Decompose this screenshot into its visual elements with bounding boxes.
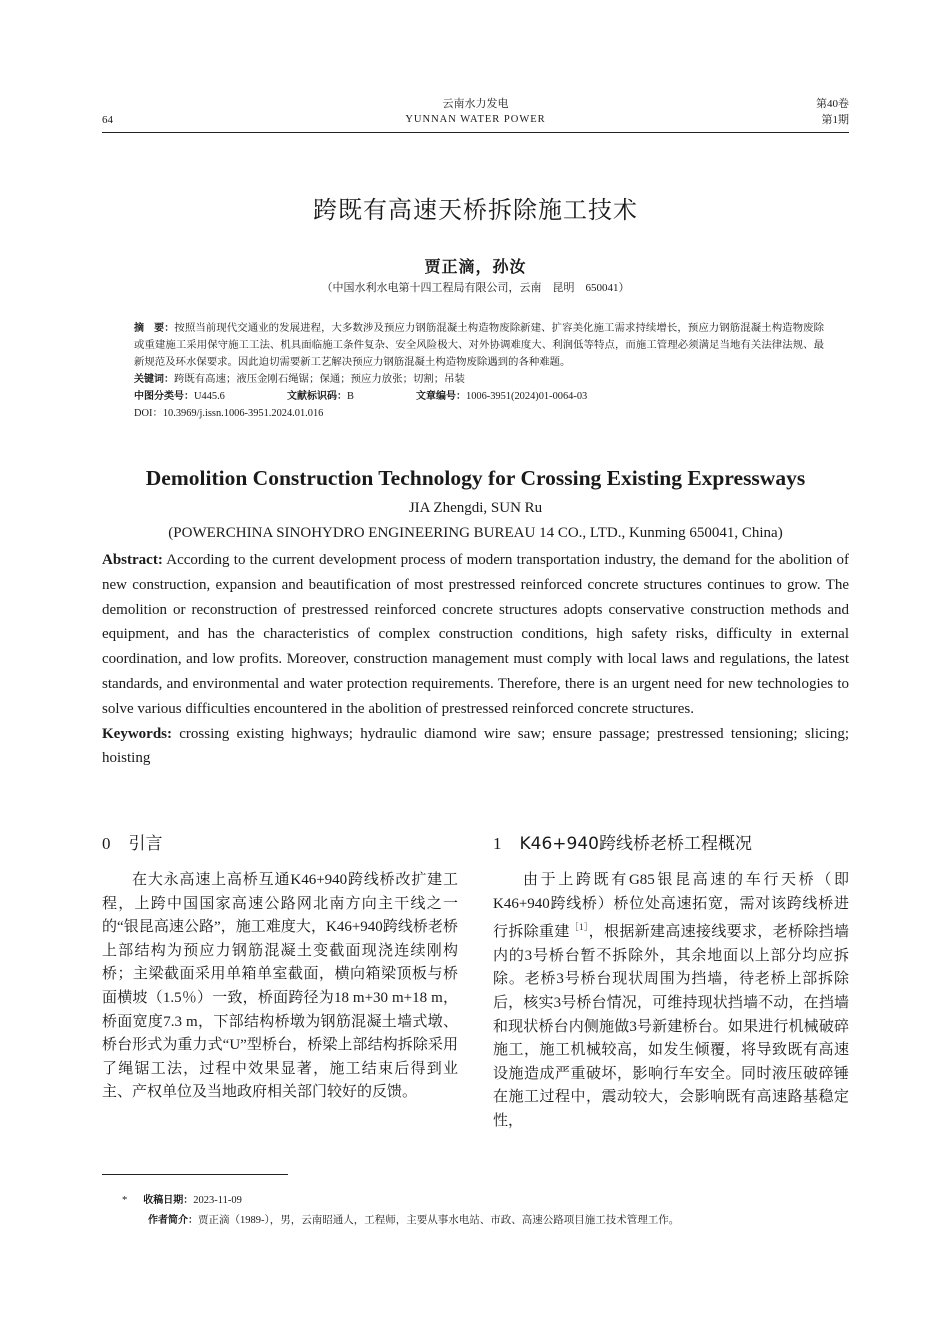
abstract-en-text: According to the current development process of modern transportation industry, the demand for the abolition of new construction, expansion and beautification of most prestressed reinforced concrete structures continues to grow. The demolition or reconstruction of prestressed reinforced concrete structures adopts conservative construction methods and equipment, and has the characteristics of complex construction conditions, high safety risks, difficulty in external coordination, and low profits. Moreover, construction management must comply with local laws and regulations, the latest standards, and environmental and water protection requirements. Therefore, there is an urgent need for new technologies to solve various difficulties encountered in the abolition of prestressed reinforced concrete structures. (102, 552, 849, 717)
article-no-cell (416, 388, 587, 405)
title-en: Demolition Construction Technology for Crossing Existing Expressways (145, 466, 806, 490)
abstract-en-label: Abstract: (102, 552, 163, 568)
column-left (102, 832, 458, 1105)
section-1-title: K46+940跨线桥老桥工程概况 (519, 834, 752, 854)
clc-value: U445.6 (194, 391, 225, 402)
keywords-en-text: crossing existing highways; hydraulic diamond wire saw; ensure passage; prestressed tensioning; slicing; hoisting (102, 725, 849, 767)
keywords-cn (134, 371, 824, 388)
issue: 第1期 (821, 114, 849, 126)
abstract-en (102, 548, 849, 771)
doc-code-value: B (347, 391, 354, 402)
article-no-label: 文章编号： (416, 391, 466, 402)
keywords-cn-label: 关键词： (134, 374, 174, 385)
paper-page (102, 0, 849, 1333)
abstract-cn-body (134, 320, 824, 371)
doc-code-label: 文献标识码： (287, 391, 347, 402)
column-right (493, 832, 849, 1134)
header-rule (102, 132, 849, 133)
journal-name-en: YUNNAN WATER POWER (405, 114, 546, 125)
classification-row (134, 388, 824, 405)
doi: DOI：10.3969/j.issn.1006-3951.2024.01.016 (134, 408, 324, 419)
section-0-title: 引言 (128, 834, 163, 854)
received-date: 2023-11-09 (193, 1195, 242, 1206)
abstract-cn-label: 摘 要： (134, 323, 175, 334)
abstract-en-body (102, 548, 849, 722)
keywords-en-label: Keywords: (102, 725, 172, 742)
section-1-text (493, 869, 849, 1134)
clc-label: 中图分类号： (134, 391, 194, 402)
section-0-number: 0 (102, 834, 111, 853)
bio-text: 贾正滴（1989-），男，云南昭通人，工程师，主要从事水电站、市政、高速公路项目施工技术管理工作。 (198, 1215, 680, 1226)
footnote-rule (102, 1174, 288, 1175)
footnote-received (122, 1193, 242, 1209)
section-0-text: 在大永高速上高桥互通K46+940跨线桥改扩建工程，上跨中国国家高速公路网北南方向主干线之一的“银昆高速公路”，施工难度大，K46+940跨线桥老桥上部结构为预应力钢筋混凝土变截面现浇连续刚构桥；主梁截面采用单箱单室截面，横向箱梁顶板与桥面横坡（1.5％）一致，桥面跨径为18 m+30 m+18 m，桥面宽度7.3 m，下部结构桥墩为钢筋混凝土墙式墩、桥台形式为重力式“U”型桥台，桥梁上部结构拆除采用了绳锯工法，过程中效果显著，施工结束后得到业主、产权单位及当地政府相关部门较好的反馈。 (102, 872, 458, 1101)
running-header (102, 96, 849, 132)
abstract-cn (134, 320, 824, 422)
section-1-number: 1 (493, 834, 502, 853)
received-label: 收稿日期： (143, 1195, 194, 1206)
page-number: 64 (102, 114, 113, 126)
volume-issue (816, 96, 849, 128)
bio-label: 作者简介： (148, 1215, 198, 1226)
abstract-cn-text: 按照当前现代交通业的发展进程，大多数涉及预应力钢筋混凝土构造物废除新建、扩容美化施工需求持续增长，预应力钢筋混凝土构造物废除或重建施工采用保守施工工法、机具面临施工条件复杂、安全风险极大、对外协调难度大、利润低等特点，而施工管理必须满足当地有关法律法规、最新规范及环水保要求。因此迫切需要新工艺解决预应力钢筋混凝土构造物废除遇到的各种难题。 (134, 323, 824, 368)
journal-name-cn: 云南水力发电 (442, 98, 509, 110)
citation-1: ［1］ (569, 922, 589, 933)
volume: 第40卷 (816, 98, 849, 110)
section-0-heading (102, 832, 458, 856)
journal-name (102, 96, 849, 128)
doc-code-cell (287, 388, 416, 405)
authors-cn: 贾正滴，孙汝 (424, 259, 527, 276)
clc-cell (134, 388, 287, 405)
keywords-en (102, 722, 849, 772)
footnote-mark: * (122, 1195, 128, 1206)
footnote-bio (148, 1213, 679, 1229)
affiliation-cn: （中国水利水电第十四工程局有限公司，云南 昆明 650041） (321, 282, 630, 294)
section-1-heading (493, 832, 849, 856)
section-1-text-b: ，根据新建高速接线要求，老桥除挡墙内的3号桥台暂不拆除外，其余地面以上部分均应拆除。老桥3号桥台现状周围为挡墙，待老桥上部拆除后，核实3号桥台情况，可维持现状挡墙不动，在挡墙和现状桥台内侧施做3号新建桥台。如果进行机械破碎施工，施工机械较高，如发生倾覆，将导致既有高速设施造成严重破坏，影响行车安全。同时液压破碎锤在施工过程中，震动较大，会影响既有高速路基稳定性， (493, 924, 849, 1129)
article-no-value: 1006-3951(2024)01-0064-03 (466, 391, 588, 402)
keywords-cn-text: 跨既有高速；液压金刚石绳锯；保通；预应力放张；切割；吊装 (174, 374, 465, 385)
affiliation-en: (POWERCHINA SINOHYDRO ENGINEERING BUREAU 14 CO., LTD., Kunming 650041, China) (168, 525, 783, 541)
section-1-text-a: 由于上跨既有G85银昆高速的车行天桥（即K46+940跨线桥）桥位处高速拓宽，需对该跨线桥进行拆除重建 (493, 872, 849, 941)
authors-en: JIA Zhengdi, SUN Ru (408, 500, 543, 516)
title-cn: 跨既有高速天桥拆除施工技术 (313, 196, 638, 224)
